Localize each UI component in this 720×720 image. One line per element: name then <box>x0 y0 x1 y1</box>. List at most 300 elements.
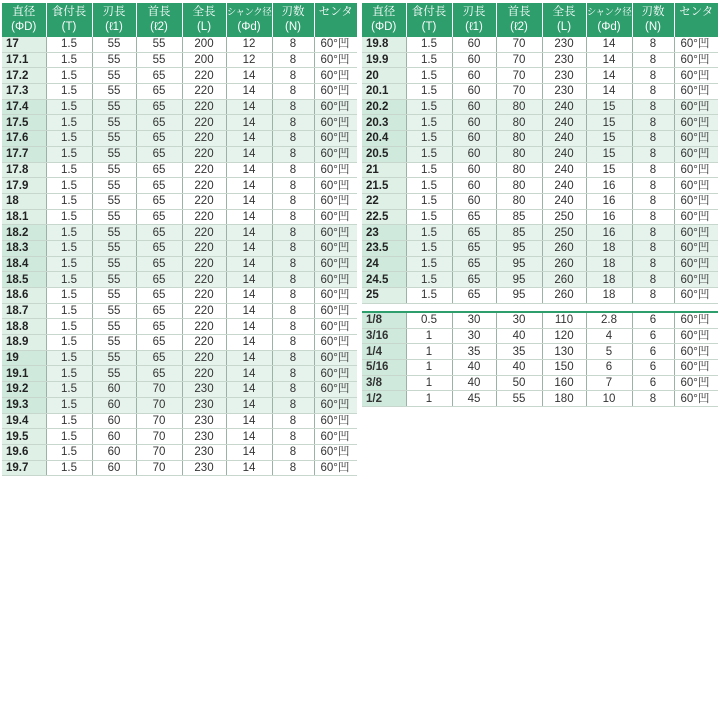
diameter-cell: 23 <box>362 225 406 241</box>
table-cell: 6 <box>632 328 674 344</box>
table-cell: 220 <box>182 256 226 272</box>
diameter-cell: 21 <box>362 162 406 178</box>
table-cell: 95 <box>496 240 542 256</box>
table-cell: 1.5 <box>406 240 452 256</box>
table-cell: 250 <box>542 209 586 225</box>
table-cell: 14 <box>586 68 632 84</box>
table-cell: 55 <box>136 37 182 52</box>
table-cell: 60°凹 <box>314 413 357 429</box>
diameter-cell: 19.9 <box>362 52 406 68</box>
table-cell: 240 <box>542 146 586 162</box>
column-header-label: 全長 <box>192 6 216 18</box>
table-cell: 8 <box>272 146 314 162</box>
column-header-label: 刃長 <box>462 6 486 18</box>
table-cell: 60°凹 <box>314 131 357 147</box>
table-cell: 110 <box>542 312 586 328</box>
table-cell: 70 <box>136 444 182 460</box>
table-row <box>2 240 357 256</box>
table-row <box>362 37 718 52</box>
table-cell: 14 <box>226 444 272 460</box>
table-row <box>2 350 357 366</box>
table-cell: 240 <box>542 99 586 115</box>
table-cell: 40 <box>496 360 542 376</box>
table-cell: 60°凹 <box>674 178 718 194</box>
table-cell: 40 <box>452 360 496 376</box>
table-cell: 1.5 <box>46 319 92 335</box>
table-cell: 8 <box>272 256 314 272</box>
table-cell: 8 <box>272 193 314 209</box>
table-cell: 65 <box>136 335 182 351</box>
diameter-cell: 5/16 <box>362 360 406 376</box>
column-header-symbol: (T) <box>421 21 437 33</box>
table-row <box>362 84 718 100</box>
table-cell: 70 <box>496 37 542 52</box>
table-cell: 1.5 <box>46 303 92 319</box>
column-header-label: センタ <box>679 6 714 18</box>
table-cell: 70 <box>136 397 182 413</box>
table-cell: 250 <box>542 225 586 241</box>
table-cell: 8 <box>632 391 674 407</box>
table-cell: 60°凹 <box>674 391 718 407</box>
table-cell: 14 <box>226 209 272 225</box>
table-cell: 55 <box>496 391 542 407</box>
table-cell: 60°凹 <box>674 288 718 304</box>
table-cell: 60°凹 <box>314 429 357 445</box>
table-cell: 1.5 <box>46 240 92 256</box>
table-cell: 55 <box>92 115 136 131</box>
column-header <box>272 3 314 37</box>
table-cell: 220 <box>182 366 226 382</box>
column-header <box>452 3 496 37</box>
table-cell: 60°凹 <box>314 84 357 100</box>
table-cell: 55 <box>92 272 136 288</box>
table-cell: 65 <box>452 225 496 241</box>
table-cell: 30 <box>496 312 542 328</box>
table-cell: 1.5 <box>46 115 92 131</box>
table-cell: 55 <box>92 209 136 225</box>
table-cell: 1.5 <box>406 37 452 52</box>
table-cell: 65 <box>136 84 182 100</box>
table-cell: 45 <box>452 391 496 407</box>
diameter-cell: 17.1 <box>2 52 46 68</box>
table-cell: 240 <box>542 131 586 147</box>
table-cell: 55 <box>92 303 136 319</box>
table-cell: 8 <box>272 272 314 288</box>
table-cell: 230 <box>182 382 226 398</box>
table-row <box>362 328 718 344</box>
column-header-symbol: (ℓ1) <box>465 21 483 33</box>
table-cell: 65 <box>452 288 496 304</box>
table-cell: 50 <box>496 375 542 391</box>
table-cell: 65 <box>136 209 182 225</box>
table-cell: 80 <box>496 115 542 131</box>
table-cell: 55 <box>92 84 136 100</box>
table-row <box>362 68 718 84</box>
table-cell: 8 <box>272 68 314 84</box>
diameter-cell: 19.4 <box>2 413 46 429</box>
table-cell: 80 <box>496 146 542 162</box>
table-cell: 8 <box>632 288 674 304</box>
table-cell: 65 <box>136 146 182 162</box>
table-cell: 1.5 <box>46 256 92 272</box>
table-row <box>362 52 718 68</box>
table-cell: 60 <box>92 397 136 413</box>
column-header <box>92 3 136 37</box>
table-cell: 8 <box>272 413 314 429</box>
diameter-cell: 22 <box>362 193 406 209</box>
table-cell: 14 <box>226 68 272 84</box>
table-cell: 14 <box>226 162 272 178</box>
table-cell: 200 <box>182 52 226 68</box>
column-header-label: シャンク径 <box>586 7 632 18</box>
table-cell: 55 <box>92 256 136 272</box>
table-cell: 8 <box>272 460 314 476</box>
table-cell: 230 <box>542 68 586 84</box>
table-cell: 8 <box>272 335 314 351</box>
diameter-cell: 18.6 <box>2 288 46 304</box>
table-cell: 60 <box>452 84 496 100</box>
table-cell: 60°凹 <box>674 344 718 360</box>
table-cell: 260 <box>542 288 586 304</box>
table-cell: 80 <box>496 193 542 209</box>
table-row <box>2 209 357 225</box>
table-cell: 1.5 <box>46 366 92 382</box>
table-cell: 60°凹 <box>314 256 357 272</box>
table-cell: 60°凹 <box>674 162 718 178</box>
table-cell: 14 <box>226 84 272 100</box>
table-cell: 200 <box>182 37 226 52</box>
diameter-cell: 19.8 <box>362 37 406 52</box>
table-cell: 14 <box>226 131 272 147</box>
table-cell: 60°凹 <box>674 131 718 147</box>
table-cell: 1.5 <box>46 131 92 147</box>
table-cell: 55 <box>92 350 136 366</box>
column-header-label: 首長 <box>507 6 531 18</box>
diameter-cell: 25 <box>362 288 406 304</box>
table-cell: 1.5 <box>46 444 92 460</box>
table-cell: 8 <box>272 350 314 366</box>
table-row <box>2 460 357 476</box>
table-cell: 65 <box>136 193 182 209</box>
table-cell: 70 <box>496 84 542 100</box>
table-cell: 8 <box>632 37 674 52</box>
table-row <box>2 319 357 335</box>
diameter-cell: 19.3 <box>2 397 46 413</box>
table-cell: 65 <box>452 256 496 272</box>
table-cell: 65 <box>136 256 182 272</box>
table-row <box>2 178 357 194</box>
table-cell: 8 <box>632 272 674 288</box>
table-cell: 65 <box>136 68 182 84</box>
table-cell: 1.5 <box>406 84 452 100</box>
table-cell: 1 <box>406 360 452 376</box>
table-cell: 230 <box>542 84 586 100</box>
table-cell: 14 <box>226 413 272 429</box>
table-cell: 14 <box>226 319 272 335</box>
table-cell: 14 <box>226 397 272 413</box>
table-cell: 8 <box>272 444 314 460</box>
table-cell: 55 <box>92 52 136 68</box>
table-cell: 220 <box>182 350 226 366</box>
table-row <box>2 366 357 382</box>
table-cell: 60°凹 <box>674 193 718 209</box>
table-cell: 55 <box>92 68 136 84</box>
table-cell: 14 <box>586 84 632 100</box>
table-cell: 60°凹 <box>674 37 718 52</box>
table-cell: 1.5 <box>46 460 92 476</box>
table-cell: 65 <box>452 209 496 225</box>
table-cell: 8 <box>272 209 314 225</box>
table-row <box>362 178 718 194</box>
table-cell: 60 <box>452 115 496 131</box>
table-cell: 70 <box>136 413 182 429</box>
table-cell: 55 <box>92 178 136 194</box>
diameter-cell: 24 <box>362 256 406 272</box>
table-cell: 8 <box>272 240 314 256</box>
column-header <box>182 3 226 37</box>
table-cell: 1.5 <box>406 52 452 68</box>
diameter-cell: 19.1 <box>2 366 46 382</box>
table-cell: 1 <box>406 375 452 391</box>
table-cell: 18 <box>586 256 632 272</box>
table-cell: 8 <box>632 115 674 131</box>
table-cell: 260 <box>542 272 586 288</box>
table-cell: 220 <box>182 162 226 178</box>
table-row <box>2 256 357 272</box>
table-cell: 5 <box>586 344 632 360</box>
table-cell: 8 <box>272 303 314 319</box>
table-cell: 8 <box>272 429 314 445</box>
table-cell: 8 <box>632 178 674 194</box>
table-cell: 8 <box>632 162 674 178</box>
table-row <box>2 193 357 209</box>
table-cell: 8 <box>632 209 674 225</box>
table-cell: 14 <box>226 256 272 272</box>
table-row <box>362 344 718 360</box>
table-row <box>362 391 718 407</box>
table-cell: 60°凹 <box>314 460 357 476</box>
table-cell: 8 <box>272 37 314 52</box>
table-cell: 55 <box>92 240 136 256</box>
diameter-cell: 17.7 <box>2 146 46 162</box>
table-cell: 8 <box>272 84 314 100</box>
table-cell: 220 <box>182 68 226 84</box>
column-header <box>136 3 182 37</box>
table-cell: 220 <box>182 131 226 147</box>
table-row <box>2 382 357 398</box>
table-cell: 60°凹 <box>314 288 357 304</box>
diameter-cell: 17.4 <box>2 99 46 115</box>
column-header <box>496 3 542 37</box>
table-cell: 55 <box>92 146 136 162</box>
table-row <box>2 225 357 241</box>
table-cell: 15 <box>586 115 632 131</box>
table-row <box>2 146 357 162</box>
table-cell: 240 <box>542 178 586 194</box>
table-cell: 80 <box>496 99 542 115</box>
table-cell: 14 <box>226 429 272 445</box>
table-cell: 65 <box>136 272 182 288</box>
table-cell: 1.5 <box>406 225 452 241</box>
table-cell: 160 <box>542 375 586 391</box>
spec-table-right <box>362 3 718 304</box>
table-cell: 230 <box>542 37 586 52</box>
diameter-cell: 3/8 <box>362 375 406 391</box>
table-row <box>2 335 357 351</box>
table-cell: 230 <box>542 52 586 68</box>
column-header <box>46 3 92 37</box>
table-cell: 230 <box>182 413 226 429</box>
table-cell: 55 <box>92 366 136 382</box>
diameter-cell: 18.7 <box>2 303 46 319</box>
table-cell: 70 <box>136 382 182 398</box>
diameter-cell: 21.5 <box>362 178 406 194</box>
table-cell: 1.5 <box>46 68 92 84</box>
table-row <box>362 272 718 288</box>
table-cell: 60°凹 <box>674 360 718 376</box>
table-cell: 1.5 <box>46 37 92 52</box>
table-cell: 65 <box>136 131 182 147</box>
table-cell: 1.5 <box>46 52 92 68</box>
table-cell: 14 <box>226 115 272 131</box>
diameter-cell: 19.2 <box>2 382 46 398</box>
table-cell: 6 <box>632 360 674 376</box>
table-cell: 1.5 <box>406 256 452 272</box>
table-cell: 14 <box>226 146 272 162</box>
table-row <box>2 162 357 178</box>
table-cell: 220 <box>182 240 226 256</box>
table-cell: 8 <box>632 52 674 68</box>
table-cell: 1.5 <box>46 225 92 241</box>
table-cell: 260 <box>542 256 586 272</box>
table-cell: 60 <box>452 178 496 194</box>
column-header-symbol: (ΦD) <box>11 21 37 33</box>
table-cell: 60 <box>452 52 496 68</box>
diameter-cell: 20.2 <box>362 99 406 115</box>
table-cell: 1.5 <box>46 413 92 429</box>
table-cell: 55 <box>92 288 136 304</box>
table-row <box>362 240 718 256</box>
table-cell: 8 <box>272 131 314 147</box>
column-header <box>632 3 674 37</box>
table-cell: 1.5 <box>406 131 452 147</box>
table-cell: 60°凹 <box>314 303 357 319</box>
column-header-symbol: (N) <box>645 21 661 33</box>
table-cell: 60 <box>452 193 496 209</box>
diameter-cell: 17.2 <box>2 68 46 84</box>
table-cell: 8 <box>632 84 674 100</box>
diameter-cell: 22.5 <box>362 209 406 225</box>
table-cell: 14 <box>226 193 272 209</box>
column-header-symbol: (ℓ1) <box>105 21 123 33</box>
table-cell: 8 <box>272 366 314 382</box>
table-row <box>2 37 357 52</box>
table-cell: 60°凹 <box>674 115 718 131</box>
table-cell: 240 <box>542 193 586 209</box>
table-cell: 60°凹 <box>314 68 357 84</box>
table-cell: 60°凹 <box>674 225 718 241</box>
table-cell: 8 <box>272 319 314 335</box>
table-cell: 30 <box>452 328 496 344</box>
diameter-cell: 18.4 <box>2 256 46 272</box>
table-cell: 60 <box>452 131 496 147</box>
table-cell: 60°凹 <box>314 382 357 398</box>
column-header-label: 食付長 <box>411 6 447 18</box>
table-cell: 7 <box>586 375 632 391</box>
table-cell: 1.5 <box>406 68 452 84</box>
table-cell: 55 <box>92 335 136 351</box>
table-cell: 8 <box>272 178 314 194</box>
table-cell: 14 <box>226 272 272 288</box>
table-row <box>2 413 357 429</box>
table-cell: 1.5 <box>406 115 452 131</box>
table-cell: 8 <box>632 193 674 209</box>
column-header-label: センタ <box>318 6 353 18</box>
table-cell: 14 <box>586 52 632 68</box>
spec-table-inch <box>362 311 718 407</box>
table-cell: 55 <box>92 131 136 147</box>
table-row <box>362 288 718 304</box>
table-cell: 230 <box>182 444 226 460</box>
table-cell: 180 <box>542 391 586 407</box>
table-row <box>2 99 357 115</box>
table-cell: 12 <box>226 37 272 52</box>
diameter-cell: 17.3 <box>2 84 46 100</box>
table-cell: 1.5 <box>406 288 452 304</box>
table-cell: 18 <box>586 272 632 288</box>
diameter-cell: 17.8 <box>2 162 46 178</box>
table-cell: 1.5 <box>46 272 92 288</box>
column-header-label: シャンク径 <box>226 7 272 18</box>
table-cell: 14 <box>226 350 272 366</box>
table-row <box>2 84 357 100</box>
diameter-cell: 18.9 <box>2 335 46 351</box>
diameter-cell: 24.5 <box>362 272 406 288</box>
table-cell: 8 <box>272 115 314 131</box>
table-cell: 65 <box>136 99 182 115</box>
table-cell: 60 <box>92 429 136 445</box>
table-row <box>2 444 357 460</box>
table-cell: 55 <box>136 52 182 68</box>
column-header <box>2 3 46 37</box>
table-cell: 14 <box>226 335 272 351</box>
table-cell: 95 <box>496 256 542 272</box>
column-header <box>362 3 406 37</box>
table-cell: 220 <box>182 303 226 319</box>
table-cell: 60°凹 <box>314 444 357 460</box>
table-cell: 60°凹 <box>314 350 357 366</box>
diameter-cell: 18.3 <box>2 240 46 256</box>
table-cell: 60°凹 <box>674 99 718 115</box>
table-cell: 60°凹 <box>314 335 357 351</box>
table-cell: 60°凹 <box>674 328 718 344</box>
table-cell: 220 <box>182 272 226 288</box>
table-row <box>2 429 357 445</box>
table-cell: 16 <box>586 178 632 194</box>
column-header-label: 刃数 <box>281 6 305 18</box>
column-header-label: 食付長 <box>51 6 87 18</box>
table-cell: 55 <box>92 319 136 335</box>
column-header-label: 直径 <box>372 6 396 18</box>
table-cell: 220 <box>182 84 226 100</box>
diameter-cell: 18 <box>2 193 46 209</box>
table-cell: 60 <box>92 460 136 476</box>
table-cell: 60°凹 <box>674 375 718 391</box>
column-header <box>226 3 272 37</box>
table-cell: 220 <box>182 178 226 194</box>
table-cell: 15 <box>586 99 632 115</box>
table-cell: 80 <box>496 178 542 194</box>
